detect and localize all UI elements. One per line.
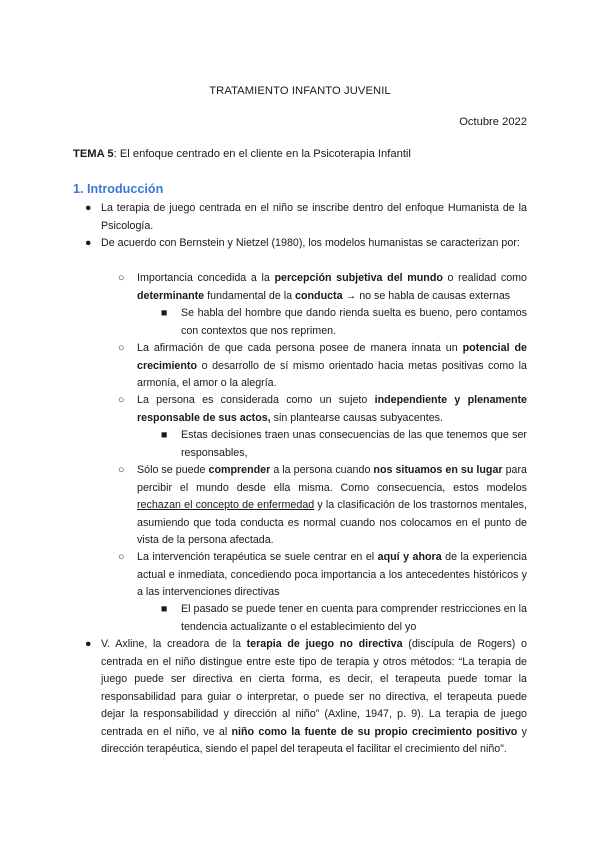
sub-sub-list-item: Se habla del hombre que dando rienda suelta es bueno, pero contamos con contextos que nos reprimen. <box>181 307 527 337</box>
topic-text: : El enfoque centrado en el cliente en la Psicoterapia Infantil <box>113 148 411 160</box>
document-title: TRATAMIENTO INFANTO JUVENIL <box>209 85 391 97</box>
bullet-marker: ● <box>85 638 92 650</box>
list-item: De acuerdo con Bernstein y Nietzel (1980), los modelos humanistas se caracterizan por: <box>101 237 520 249</box>
sub-sub-bullet-marker: ■ <box>161 603 168 615</box>
sub-sub-bullet-marker: ■ <box>161 307 168 319</box>
sub-bullet-marker: ○ <box>118 394 125 406</box>
sub-list-item: Sólo se puede comprender a la persona cuando nos situamos en su lugar para percibir el mundo desde ella misma. Como consecuencia, estos modelos rechazan el concepto de enfermedad y la clasificación de los trastornos mentales, asumiendo que toda conducta es normal cuando nos colocamos en el punto de vista de la persona afectada. <box>137 464 527 546</box>
sub-bullet-marker: ○ <box>118 464 125 476</box>
sub-bullet-marker: ○ <box>118 272 125 284</box>
sub-bullet-marker: ○ <box>118 551 125 563</box>
topic-label: TEMA 5 <box>73 148 114 160</box>
sub-list-item: La afirmación de que cada persona posee de manera innata un potencial de crecimiento o desarrollo de sí mismo orientado hacia metas positivas como la armonía, el amor o la alegría. <box>137 342 527 389</box>
section-heading: 1. Introducción <box>73 182 164 196</box>
bullet-marker: ● <box>85 237 92 249</box>
topic-line <box>73 148 411 160</box>
sub-list-item: La intervención terapéutica se suele centrar en el aquí y ahora de la experiencia actual e inmediata, concediendo poca importancia a los antecedentes históricos y a las intervenciones directivas <box>137 551 527 598</box>
list-item: La terapia de juego centrada en el niño se inscribe dentro del enfoque Humanista de la Psicología. <box>101 202 527 232</box>
bullet-marker: ● <box>85 202 92 214</box>
sub-bullet-marker: ○ <box>118 342 125 354</box>
sub-list-item: Importancia concedida a la percepción subjetiva del mundo o realidad como determinante fundamental de la conducta → no se habla de causas externas <box>137 272 527 302</box>
sub-sub-list-item: El pasado se puede tener en cuenta para comprender restricciones en la tendencia actualizante o el establecimiento del yo <box>181 603 527 633</box>
document-date: Octubre 2022 <box>459 116 527 128</box>
sub-sub-list-item: Estas decisiones traen unas consecuencias de las que tenemos que ser responsables, <box>181 429 527 459</box>
sub-list-item: La persona es considerada como un sujeto independiente y plenamente responsable de sus actos, sin plantearse causas subyacentes. <box>137 394 527 424</box>
list-item: V. Axline, la creadora de la terapia de juego no directiva (discípula de Rogers) o centrada en el niño distingue entre este tipo de terapia y otros métodos: “La terapia de juego puede ser directiva en cierta forma, es decir, el terapeuta puede tomar la responsabilidad para guiar o interpretar, o puede ser no directiva, el terapeuta puede dejar la responsabilidad y dirección al niño” (Axline, 1947, p. 9). La terapia de juego centrada en el niño, ve al niño como la fuente de su propio crecimiento positivo y dirección terapéutica, siendo el papel del terapeuta el facilitar el crecimiento del niño”. <box>101 638 528 755</box>
sub-sub-bullet-marker: ■ <box>161 429 168 441</box>
